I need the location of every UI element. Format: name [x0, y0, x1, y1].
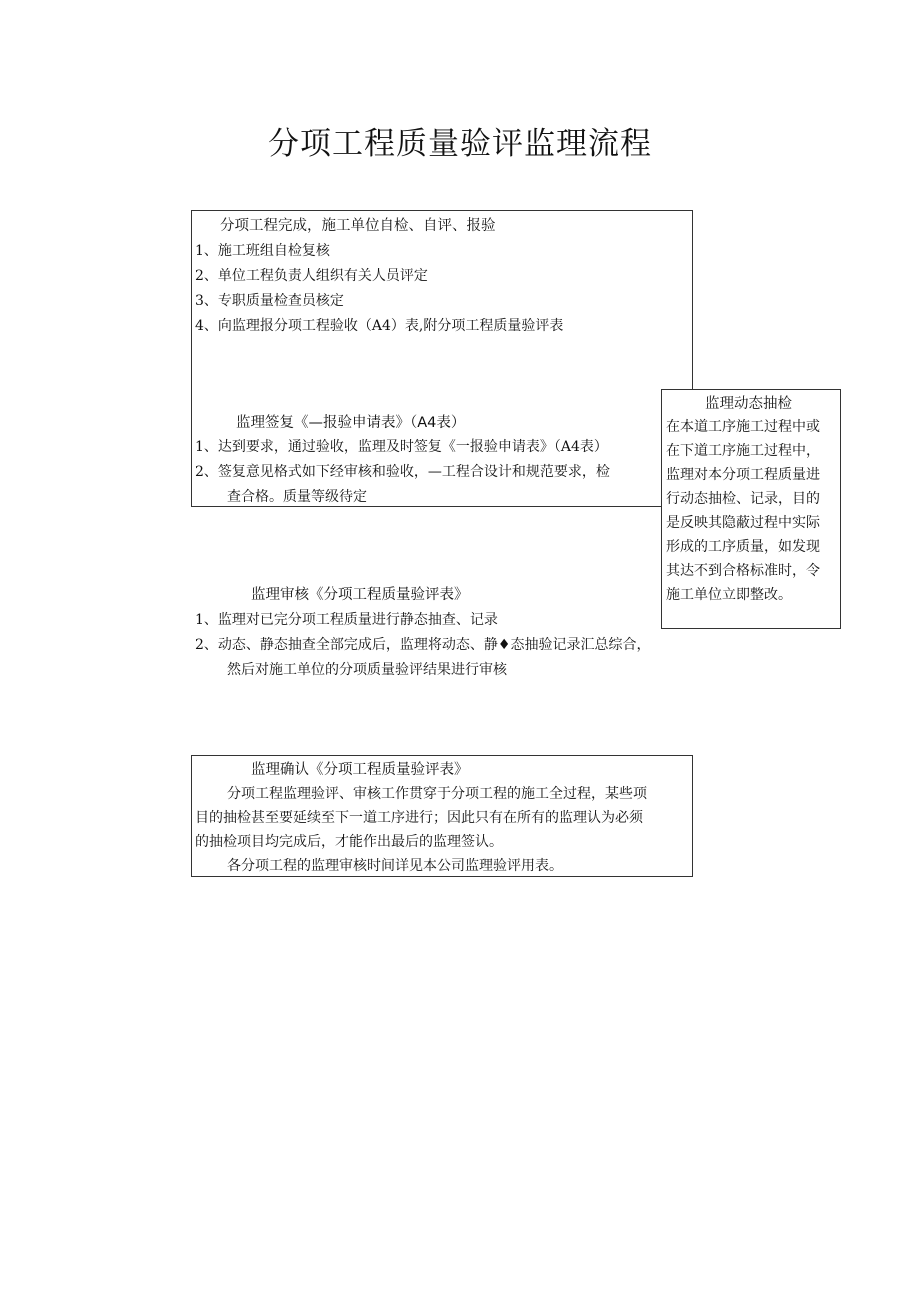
inspection-item-3: 3、专职质量检查员核定	[195, 293, 344, 309]
confirmation-heading: 监理确认《分项工程质量验评表》	[251, 762, 469, 778]
review-item-1: 1、监理对已完分项工程质量进行静态抽查、记录	[195, 612, 498, 628]
reply-item-2-cont: 查合格。质量等级待定	[227, 489, 367, 505]
inspection-item-4: 4、向监理报分项工程验收（A4）表,附分项工程质量验评表	[195, 318, 564, 334]
confirmation-line: 目的抽检甚至要延续至下一道工序进行；因此只有在所有的监理认为必须	[195, 810, 643, 826]
confirmation-line: 的抽检项目均完成后，才能作出最后的监理签认。	[195, 834, 503, 850]
dynamic-check-line: 是反映其隐蔽过程中实际	[666, 515, 820, 531]
review-item-2-cont: 然后对施工单位的分项质量验评结果进行审核	[227, 662, 507, 678]
dynamic-check-line: 在本道工序施工过程中或	[666, 419, 820, 435]
inspection-heading: 分项工程完成，施工单位自检、自评、报验	[220, 218, 496, 234]
dynamic-check-line: 其达不到合格标准时，令	[666, 563, 820, 579]
inspection-item-2: 2、单位工程负责人组织有关人员评定	[195, 268, 428, 284]
reply-item-1: 1、达到要求，通过验收，监理及时签复《一报验申请表》（A4表）	[195, 439, 608, 455]
dynamic-check-heading: 监理动态抽检	[705, 396, 792, 412]
confirmation-line: 各分项工程的监理审核时间详见本公司监理验评用表。	[227, 858, 563, 874]
dynamic-check-line: 施工单位立即整改。	[666, 587, 792, 603]
dynamic-check-line: 监理对本分项工程质量进	[666, 467, 820, 483]
dynamic-check-line: 形成的工序质量，如发现	[666, 539, 820, 555]
review-item-2: 2、动态、静态抽查全部完成后，监理将动态、静♦态抽验记录汇总综合，	[195, 637, 651, 653]
page-title: 分项工程质量验评监理流程	[268, 126, 652, 162]
reply-heading: 监理签复《—报验申请表》（A4表）	[236, 415, 466, 431]
reply-item-2: 2、签复意见格式如下经审核和验收，—工程合设计和规范要求，检	[195, 464, 610, 480]
inspection-item-1: 1、施工班组自检复核	[195, 243, 330, 259]
confirmation-line: 分项工程监理验评、审核工作贯穿于分项工程的施工全过程，某些项	[227, 786, 647, 802]
dynamic-check-line: 行动态抽检、记录，目的	[666, 491, 820, 507]
dynamic-check-line: 在下道工序施工过程中，	[666, 443, 820, 459]
review-heading: 监理审核《分项工程质量验评表》	[251, 587, 469, 603]
